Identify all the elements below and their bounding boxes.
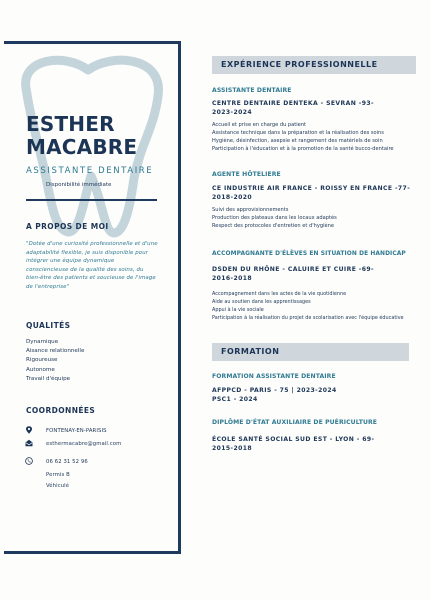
last-name: MACABRE (26, 135, 138, 159)
job-tasks-1 (212, 122, 394, 154)
education-heading: FORMATION (221, 347, 280, 356)
job-company-1: CENTRE DENTAIRE DENTEKA - SEVRAN -93- 2023-2024 (212, 100, 374, 116)
qualities-heading: QUALITÉS (26, 321, 71, 330)
candidate-name (26, 113, 137, 159)
phone-icon (25, 457, 33, 465)
education-section-bar (212, 343, 409, 361)
job-title: ASSISTANTE DENTAIRE (26, 166, 154, 176)
first-name: ESTHER (26, 112, 115, 136)
experience-section-bar (212, 56, 416, 74)
qualities-list (26, 338, 84, 384)
list-item: Accueil et prise en charge du patient (212, 122, 307, 128)
contact-heading: COORDONNÉES (26, 406, 96, 415)
list-item: Participation à la réalisation du projet de scolarisation avec l'équipe éducative (212, 314, 404, 321)
list-item: Assistance technique dans la préparation et la réalisation des soins (212, 129, 384, 136)
list-item: Travail d'équipe (26, 375, 71, 382)
list-item: Autonome (26, 366, 55, 373)
job-company-2: CE INDUSTRIE AIR FRANCE - ROISSY EN FRANCE -77- 2018-2020 (212, 185, 411, 201)
list-item: Hygiène, désinfection, asepsie et rangement des matériels de soin (212, 137, 383, 144)
list-item: Suivi des approvisionnements (212, 207, 289, 213)
job-title-2: AGENTE HÔTELIERE (212, 171, 281, 178)
list-item: Aide au soutien dans les apprentissages (212, 298, 311, 305)
list-item: Aisance relationnelle (26, 348, 85, 355)
education-detail-1: AFPPCD - PARIS - 75 | 2023-2024 PSC1 - 2024 (212, 387, 337, 403)
contact-email[interactable]: esthermacabre@gmail.com (46, 441, 122, 447)
education-title-2: DIPLÔME D'ÉTAT AUXILIAIRE DE PUÉRICULTURE (212, 419, 378, 426)
list-item: Rigoureuse (26, 357, 58, 364)
availability: Disponibilité immédiate (46, 182, 112, 188)
contact-phone[interactable]: 06 62 31 52 96 (46, 459, 88, 465)
contact-location: FONTENAY-EN-PARISIS (46, 428, 107, 434)
job-title-3: ACCOMPAGNANTE D'ÉLÈVES EN SITUATION DE HANDICAP (212, 251, 406, 257)
about-heading: A PROPOS DE MOI (26, 222, 109, 231)
location-pin-icon (25, 426, 33, 434)
list-item: Accompagnement dans les actes de la vie quotidienne (212, 291, 347, 297)
job-company-3: DSDEN DU RHÔNE - CALUIRE ET CUIRE -69- 2016-2018 (212, 266, 374, 282)
job-title-1: ASSISTANTE DENTAIRE (212, 87, 292, 94)
list-item: Dynamique (26, 339, 59, 345)
education-title-1: FORMATION ASSISTANTE DENTAIRE (212, 373, 336, 380)
job-tasks-3 (212, 291, 404, 323)
envelope-icon (25, 439, 33, 447)
education-detail-2: ÉCOLE SANTÉ SOCIAL SUD EST - LYON - 69- 2015-2018 (212, 436, 375, 452)
contact-vehicle: Véhiculé (46, 483, 70, 489)
list-item: Participation à l'éducation et à la promotion de la santé bucco-dentaire (212, 145, 394, 152)
divider (26, 199, 157, 201)
list-item: Production des plateaux dans les locaux adaptés (212, 214, 337, 221)
list-item: Respect des protocoles d'entretien et d'hygiène (212, 222, 334, 229)
experience-heading: EXPÉRIENCE PROFESSIONNELLE (221, 60, 378, 69)
job-tasks-2 (212, 207, 337, 231)
list-item: Appui à la vie sociale (212, 306, 264, 313)
about-text: "Dotée d'une curiosité professionnelle et d'une adaptabilité flexible, je suis disponible pour intégrer une équipe dynamique consciencieuse de la qualité des soins, du bien-être des patients et soucieuse de l'image de l'entreprise" (26, 241, 158, 290)
contact-license: Permis B (46, 472, 70, 478)
